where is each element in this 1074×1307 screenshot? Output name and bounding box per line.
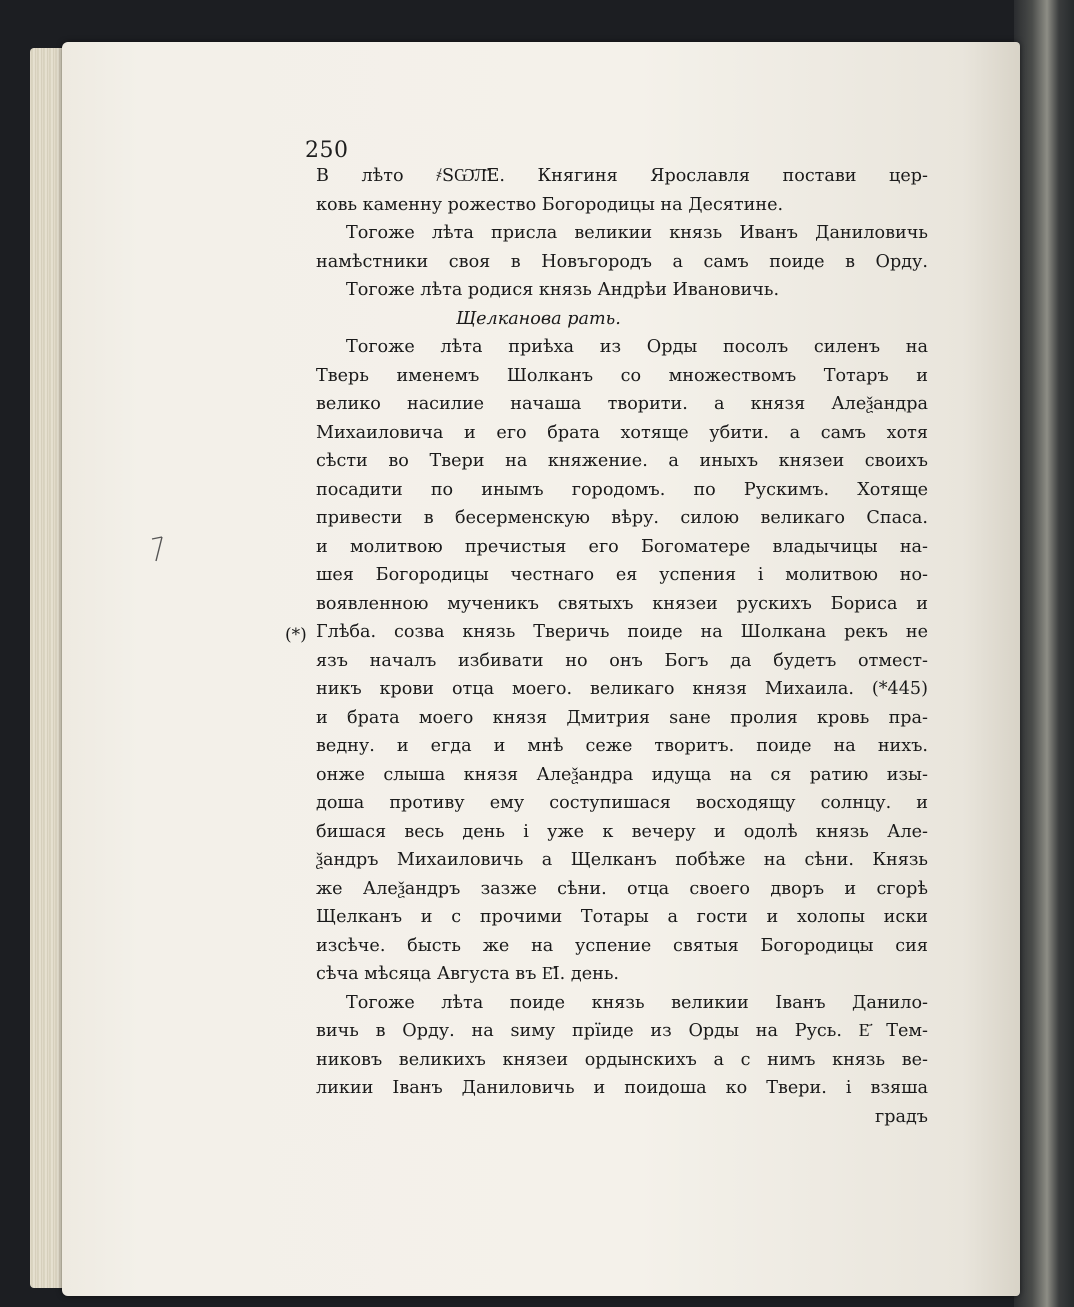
text-line: посадити по инымъ городомъ. по Рускимъ. Хотяще bbox=[316, 479, 928, 500]
text-line: Тверь именемъ Шолканъ со множествомъ Тотаръ и bbox=[316, 365, 928, 386]
text-line: ѯандръ Михаиловичь а Щелканъ побѣже на сѣни. Князь bbox=[316, 850, 928, 870]
text-line: Тогоже лѣта родися князь Андрѣи Ивановичь. bbox=[346, 280, 780, 300]
text-line: и молитвою пречистыя его Богоматере владычицы на- bbox=[316, 536, 928, 557]
text-line: и брата моего князя Дмитрия ѕане пролия кровь пра- bbox=[316, 707, 928, 728]
text-line: шея Богородицы честнаго ея успения і молитвою но- bbox=[316, 565, 928, 585]
text-line: намѣстники своя в Новъгородъ а самъ поиде в Орду. bbox=[316, 251, 928, 272]
text-line: Тогоже лѣта присла великии князь Иванъ Даниловичь bbox=[346, 223, 928, 243]
page-text bbox=[316, 162, 928, 1131]
text-line: ковь каменну рожество Богородицы на Десятине. bbox=[316, 194, 784, 215]
text-line: ведну. и егда и мнѣ сеже творитъ. поиде на нихъ. bbox=[316, 736, 928, 756]
text-line: В лѣто ҂ЅѠ҃Л҃Е. Княгиня Ярославля постави цер- bbox=[316, 166, 928, 186]
text-line: же Алеѯандръ зазже сѣни. отца своего дворъ и сгорѣ bbox=[316, 878, 928, 899]
catchword: градъ bbox=[875, 1106, 928, 1127]
text-line: изсѣче. бысть же на успение святыя Богородицы сия bbox=[316, 935, 928, 956]
text-line: привести в бесерменскую вѣру. силою великаго Спаса. bbox=[316, 508, 928, 528]
text-line: ликии Іванъ Даниловичь и поидоша ко Твери. і взяша bbox=[316, 1078, 928, 1098]
text-line: Тогоже лѣта поиде князь великии Іванъ Данило- bbox=[346, 992, 928, 1013]
text-line: язъ началъ избивати но онъ Богъ да будетъ отмест- bbox=[316, 650, 928, 671]
pencil-mark-icon bbox=[150, 533, 168, 563]
margin-note: (*) bbox=[285, 625, 307, 645]
text-line: Михаиловича и его брата хотяще убити. а самъ хотя bbox=[316, 422, 928, 443]
page-number: 250 bbox=[305, 138, 349, 163]
text-line: велико насилие начаша творити. а князя Алеѯандра bbox=[316, 394, 928, 414]
text-line: вичь в Орду. на ѕиму прїиде из Орды на Русь. Е҃ Тем- bbox=[316, 1021, 928, 1041]
text-line: онже слыша князя Алеѯандра идуща на ся ратию изы- bbox=[316, 764, 928, 785]
adjacent-page-edge bbox=[1014, 0, 1074, 1307]
text-line: бишася весь день і уже к вечеру и одолѣ князь Але- bbox=[316, 821, 928, 842]
text-line: Тогоже лѣта приѣха из Орды посолъ силенъ на bbox=[346, 337, 928, 357]
text-line: сѣсти во Твери на княжение. а иныхъ князеи своихъ bbox=[316, 451, 928, 471]
text-line: никовъ великихъ князеи ордынскихъ а с нимъ князь ве- bbox=[316, 1049, 928, 1070]
text-line: Глѣба. созва князь Тверичь поиде на Шолкана рекъ не bbox=[316, 622, 928, 642]
section-heading: Щелканова рать. bbox=[456, 308, 621, 329]
text-line: воявленною мученикъ святыхъ князеи рускихъ Бориса и bbox=[316, 593, 928, 614]
text-line: сѣча мѣсяца Августа въ Е҃І. день. bbox=[316, 964, 620, 984]
text-line: доша противу ему соступишася восходящу солнцу. и bbox=[316, 793, 928, 813]
text-line: никъ крови отца моего. великаго князя Михаила. (*445) bbox=[316, 679, 928, 699]
text-line: Щелканъ и с прочими Тотары а гости и холопы иски bbox=[316, 907, 928, 927]
